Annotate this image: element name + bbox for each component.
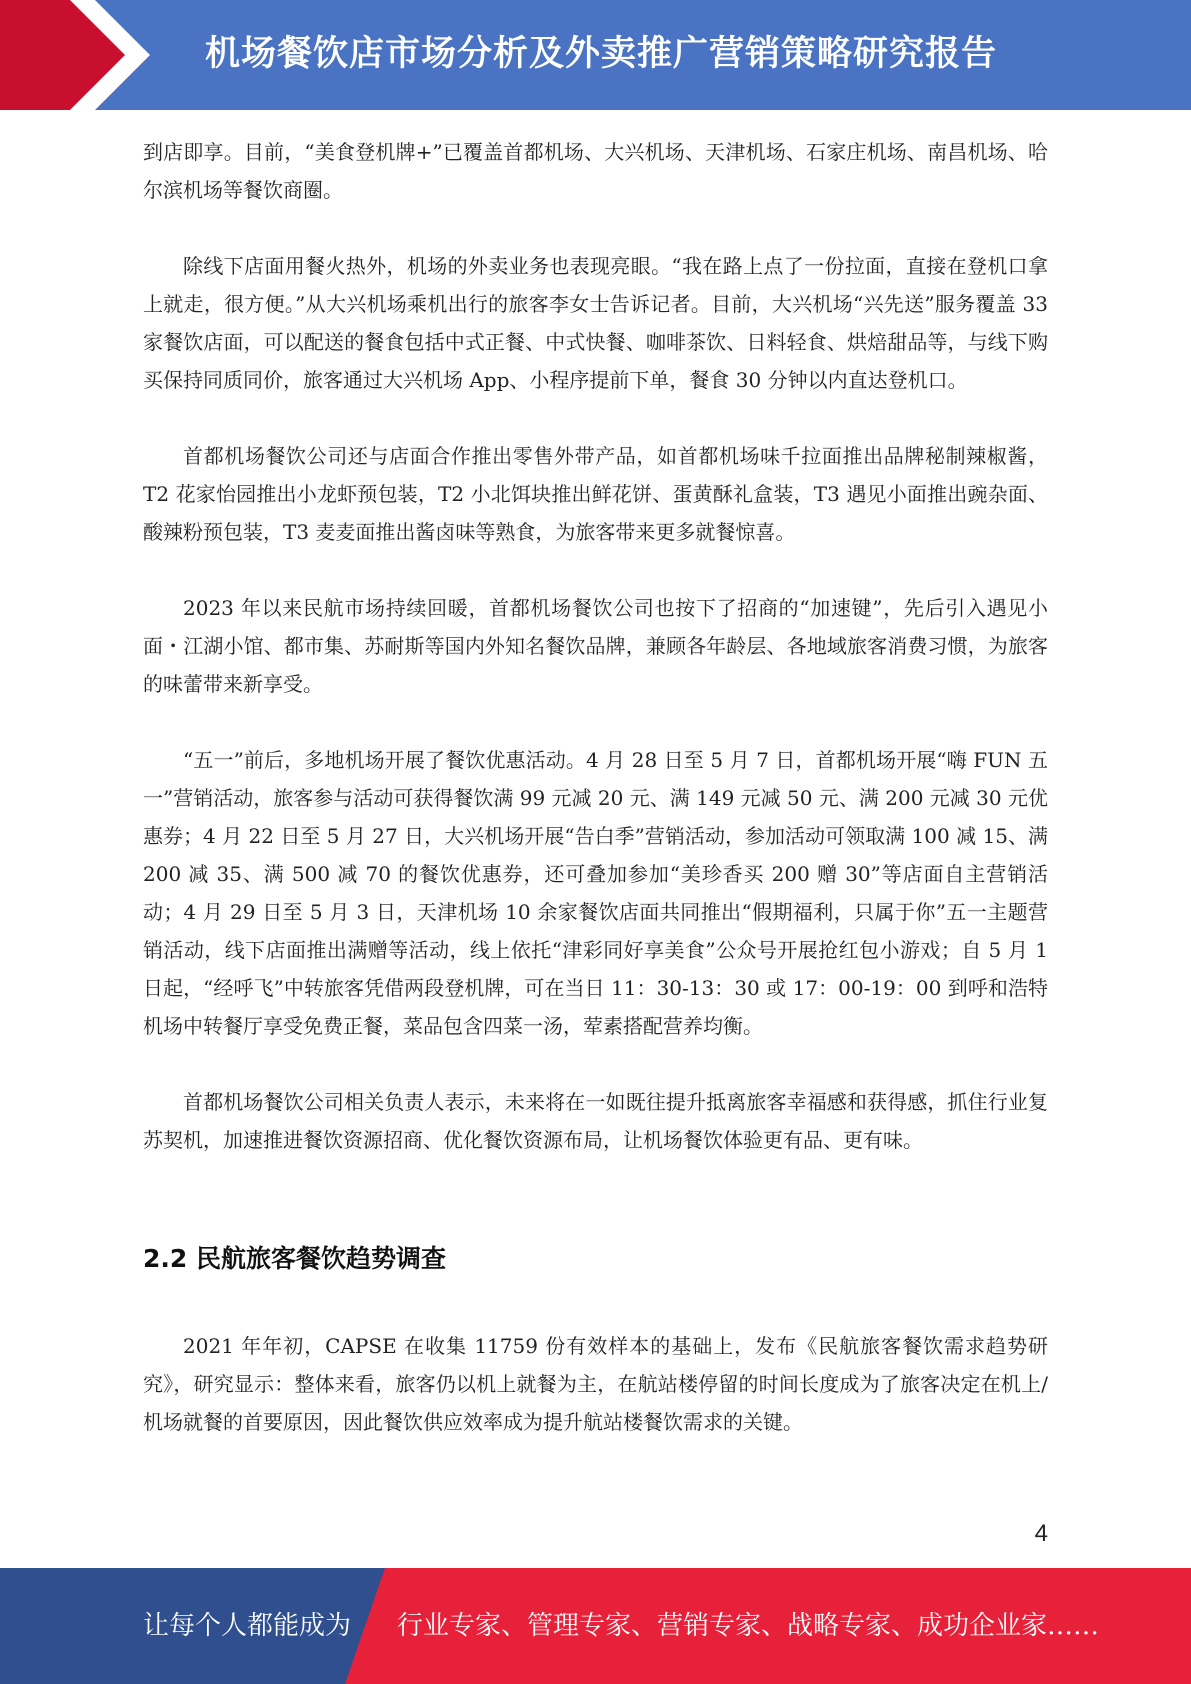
footer-slogan-left: 让每个人都能成为 bbox=[143, 1611, 352, 1641]
page-number: 4 bbox=[1034, 1520, 1048, 1547]
footer-slogan-right: 行业专家、管理专家、营销专家、战略专家、成功企业家…… bbox=[397, 1611, 1100, 1641]
header-arrow-decoration bbox=[0, 0, 150, 110]
document-body bbox=[143, 133, 1048, 1479]
paragraph: 2021 年年初，CAPSE 在收集 11759 份有效样本的基础上，发布《民航旅客餐饮需求趋势研究》，研究显示：整体来看，旅客仍以机上就餐为主，在航站楼停留的时间长度成为了旅客决定在机上/机场就餐的首要原因，因此餐饮供应效率成为提升航站楼餐饮需求的关键。 bbox=[143, 1334, 1048, 1434]
section-heading: 2.2 民航旅客餐饮趋势调查 bbox=[143, 1244, 446, 1273]
paragraph: 到店即享。目前，“美食登机牌+”已覆盖首都机场、大兴机场、天津机场、石家庄机场、南昌机场、哈尔滨机场等餐饮商圈。 bbox=[143, 140, 1048, 202]
paragraph: 首都机场餐饮公司相关负责人表示，未来将在一如既往提升抵离旅客幸福感和获得感，抓住行业复苏契机，加速推进餐饮资源招商、优化餐饮资源布局，让机场餐饮体验更有品、更有味。 bbox=[143, 1090, 1048, 1152]
header-banner bbox=[0, 0, 1191, 110]
footer-banner bbox=[0, 1568, 1191, 1684]
report-title: 机场餐饮店市场分析及外卖推广营销策略研究报告 bbox=[205, 34, 998, 74]
paragraph: 2023 年以来民航市场持续回暖，首都机场餐饮公司也按下了招商的“加速键”，先后引入遇见小面・江湖小馆、都市集、苏耐斯等国内外知名餐饮品牌，兼顾各年龄层、各地域旅客消费习惯，为旅客的味蕾带来新享受。 bbox=[143, 596, 1048, 696]
paragraph: “五一”前后，多地机场开展了餐饮优惠活动。4 月 28 日至 5 月 7 日，首都机场开展“嗨 FUN 五一”营销活动，旅客参与活动可获得餐饮满 99 元减 20 元、满 149 元减 50 元、满 200 元减 30 元优惠券；4 月 22 日至 5 月 27 日，大兴机场开展“告白季”营销活动，参加活动可领取满 100 减 15、满 200 减 35、满 500 减 70 的餐饮优惠券，还可叠加参加“美珍香买 200 赠 30”等店面自主营销活动；4 月 29 日至 5 月 3 日，天津机场 10 余家餐饮店面共同推出“假期福利，只属于你”五一主题营销活动，线下店面推出满赠等活动，线上依托“津彩同好享美食”公众号开展抢红包小游戏；自 5 月 1 日起，“经呼飞”中转旅客凭借两段登机牌，可在当日 11：30-13：30 或 17：00-19：00 到呼和浩特机场中转餐厅享受免费正餐，菜品包含四菜一汤，荤素搭配营养均衡。 bbox=[143, 748, 1048, 1038]
paragraph: 首都机场餐饮公司还与店面合作推出零售外带产品，如首都机场味千拉面推出品牌秘制辣椒酱，T2 花家怡园推出小龙虾预包装，T2 小北饵块推出鲜花饼、蛋黄酥礼盒装，T3 遇见小面推出豌杂面、酸辣粉预包装，T3 麦麦面推出酱卤味等熟食，为旅客带来更多就餐惊喜。 bbox=[143, 444, 1048, 544]
paragraph: 除线下店面用餐火热外，机场的外卖业务也表现亮眼。“我在路上点了一份拉面，直接在登机口拿上就走，很方便。”从大兴机场乘机出行的旅客李女士告诉记者。目前，大兴机场“兴先送”服务覆盖 33 家餐饮店面，可以配送的餐食包括中式正餐、中式快餐、咖啡茶饮、日料轻食、烘焙甜品等，与线下购买保持同质同价，旅客通过大兴机场 App、小程序提前下单，餐食 30 分钟以内直达登机口。 bbox=[143, 254, 1048, 392]
